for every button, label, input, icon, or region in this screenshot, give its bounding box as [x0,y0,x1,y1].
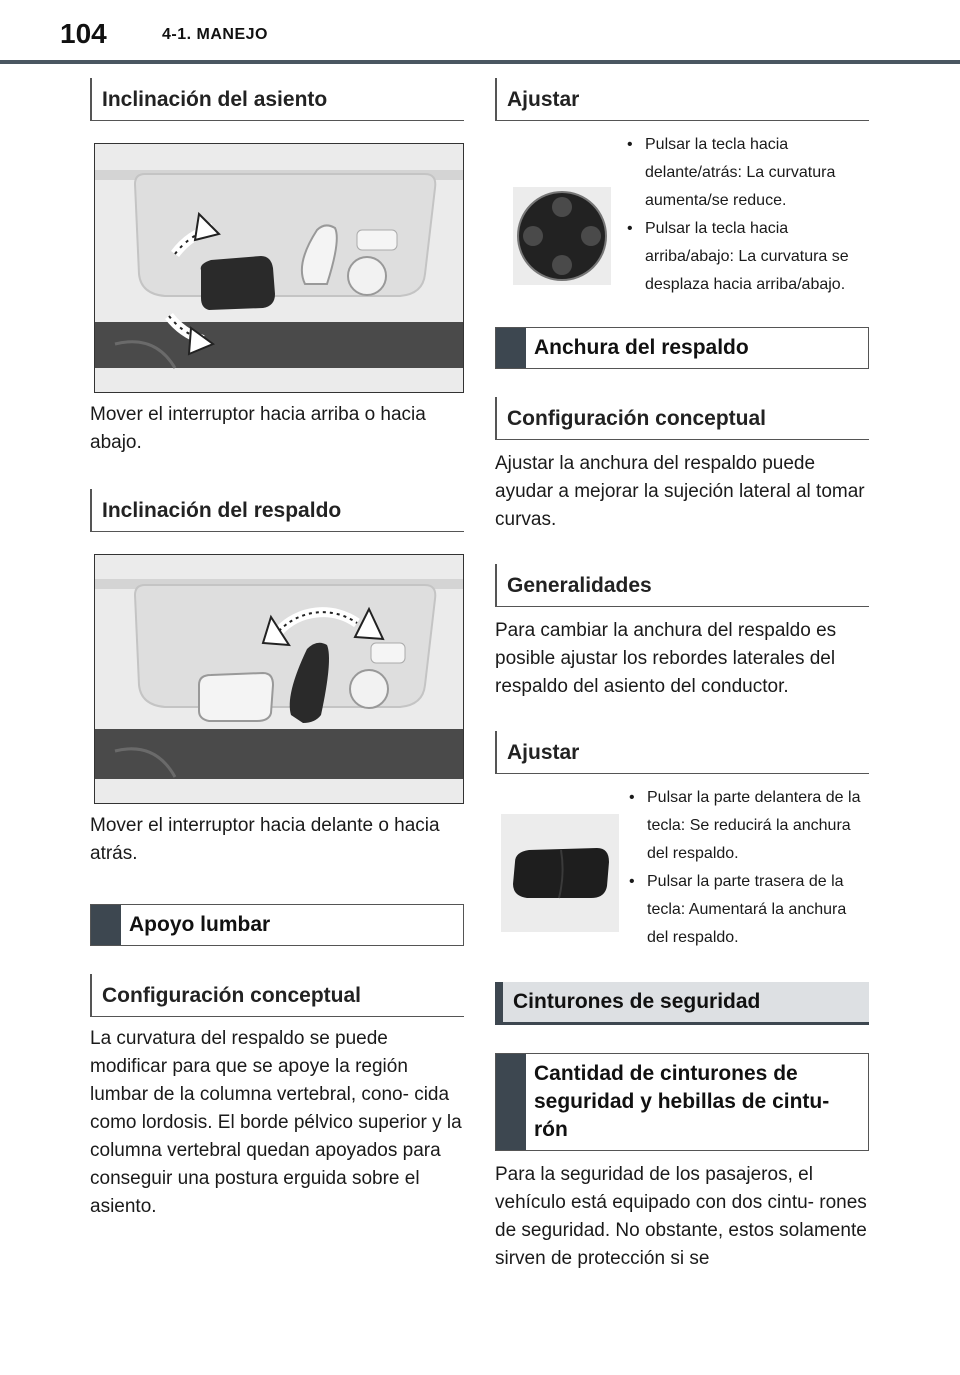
list-item: • Pulsar la parte trasera de la tecla: Aumentará la anchura del respaldo. [625,868,869,952]
list-item: • Pulsar la parte delantera de la tecla: Se reducirá la anchura del respaldo. [625,784,869,868]
seat-tilt-caption: Mover el interruptor hacia arriba o hacia abajo. [90,404,426,453]
generalities-heading: Generalidades [495,564,869,607]
backrest-width-section-heading [495,327,869,369]
seatbelts-sub-heading: Cantidad de cinturones de seguridad y hebillas de cintu- rón [534,1062,830,1141]
page-number: 104 [60,18,107,49]
seat-tilt-illustration [94,143,464,393]
backrest-tilt-illustration [94,554,464,804]
lumbar-concept-text: La curvatura del respaldo se puede modificar para que se apoye la región lumbar de la columna vertebral, cono- cida como lordosis. El borde pélvico superior y la columna vertebral quedan apoyados para conseguir una postura erguida sobre el asiento. [90,1028,462,1217]
seatbelts-heading: Cinturones de seguridad [495,982,869,1025]
right-column [495,72,869,1273]
seatbelts-sub-section-heading [495,1053,869,1151]
seatbelts-text: Para la seguridad de los pasajeros, el vehículo está equipado con dos cintu- rones de seguridad. No obstante, estos solamente sirven de protección si se [495,1164,867,1269]
width-button-icon [501,814,619,932]
left-column [90,72,464,1221]
lumbar-button-icon [513,187,611,285]
lumbar-concept-heading: Configuración conceptual [90,974,464,1017]
seat-tilt-heading: Inclinación del asiento [90,78,464,121]
chapter-title: 4-1. MANEJO [162,26,268,43]
lumbar-heading: Apoyo lumbar [129,913,271,936]
header-rule [0,60,960,64]
backrest-width-heading: Anchura del respaldo [534,336,749,359]
list-item: • Pulsar la tecla hacia arriba/abajo: La curvatura se desplaza hacia arriba/abajo. [623,215,869,299]
heading-bar [91,905,121,945]
lumbar-section-heading [90,904,464,946]
heading-bar [496,328,526,368]
lumbar-adjust-heading: Ajustar [495,78,869,121]
list-item: • Pulsar la tecla hacia delante/atrás: La curvatura aumenta/se reduce. [623,131,869,215]
lumbar-adjust-row [495,131,869,299]
backrest-tilt-heading: Inclinación del respaldo [90,489,464,532]
backrest-tilt-caption: Mover el interruptor hacia delante o hacia atrás. [90,815,440,864]
backrest-width-adjust-row [495,784,869,952]
heading-bar [496,1054,526,1150]
backrest-width-concept-text: Ajustar la anchura del respaldo puede ayudar a mejorar la sujeción lateral al tomar curvas. [495,453,865,530]
lumbar-adjust-list [623,131,869,299]
backrest-width-adjust-list [625,784,869,952]
generalities-text: Para cambiar la anchura del respaldo es posible ajustar los rebordes laterales del respaldo del asiento del conductor. [495,620,837,697]
backrest-width-concept-heading: Configuración conceptual [495,397,869,440]
backrest-width-adjust-heading: Ajustar [495,731,869,774]
